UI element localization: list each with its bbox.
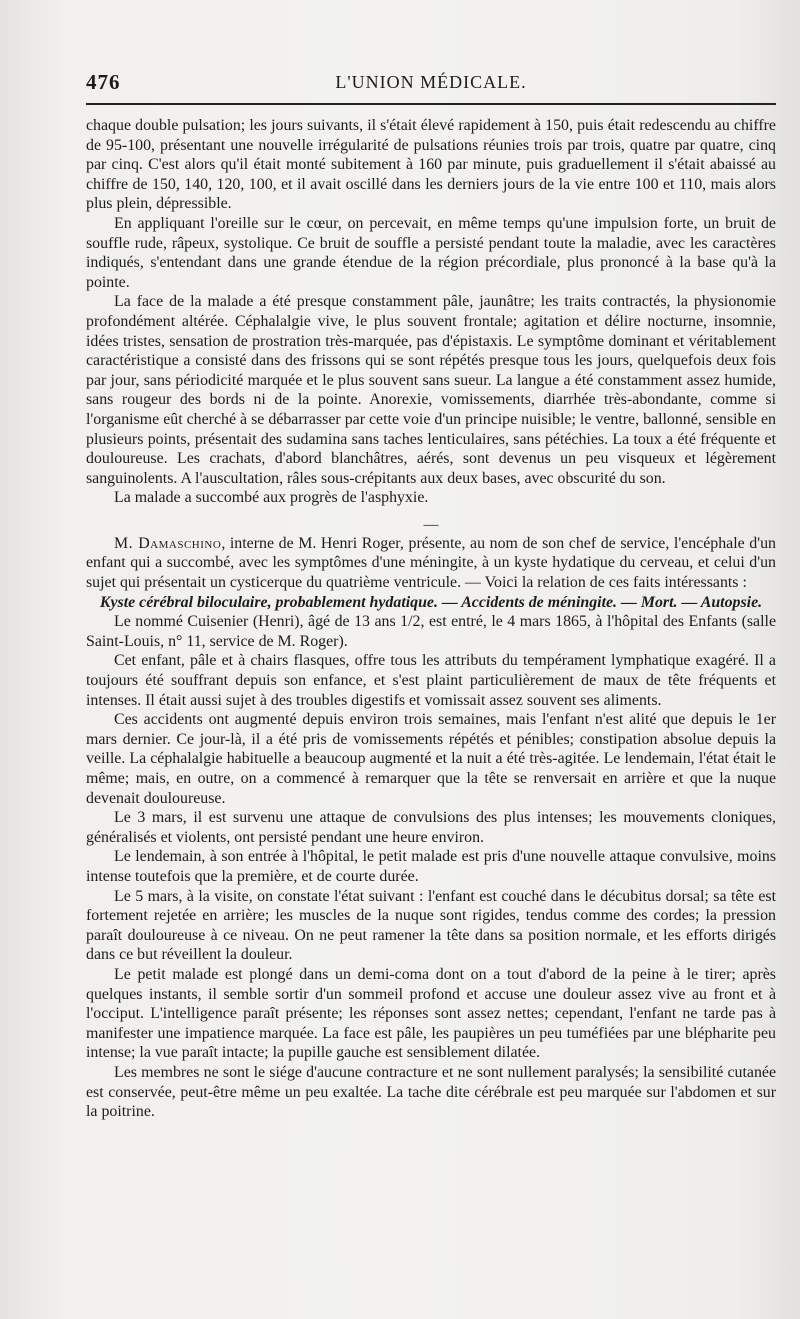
case-title: Kyste cérébral biloculaire, probablement hydatique. — Accidents de méningite. — Mort. — Autopsie. bbox=[99, 593, 763, 611]
presentation-text: , interne de M. Henri Roger, présente, au nom de son chef de service, l'encéphale d'un enfant qui a succombé, avec les symptômes d'une méningite, à un kyste hydatique du cerveau, et celui d'un sujet qui présentait un cysticerque du quatrième ventricule. — Voici la relation de ces faits intéressants : bbox=[86, 534, 777, 592]
paragraph: Ces accidents ont augmenté depuis environ trois semaines, mais l'enfant n'est alité que depuis le 1er mars dernier. Ce jour-là, il a été pris de vomissements répétés et pénibles; constipation absolue depuis la veille. La céphalalgie habituelle a beaucoup augmenté et la nuit a été très-agitée. Le lendemain, l'état était le même; mais, en outre, on a commencé à remarquer que la tête se renversait en arrière et que la nuque devenait douloureuse. bbox=[86, 711, 776, 807]
section-separator: — bbox=[423, 516, 439, 533]
paragraph: La face de la malade a été presque constamment pâle, jaunâtre; les traits contractés, la physionomie profondément altérée. Céphalalgie vive, le plus souvent frontale; agitation et délire nocturne, insomnie, idées tristes, sensation de prostration très-marquée, pas d'épistaxis. Le symptôme dominant et véritablement caractéristique a consisté dans des frissons qui se sont répétés presque tous les jours, quelquefois deux fois par jour, sans périodicité marquée et le plus souvent sans sueur. La langue a été constamment assez humide, sans rougeur des bords ni de la pointe. Anorexie, vomissements, diarrhée très-abondante, comme si l'organisme eût cherché à se débarrasser par cette voie d'un principe nuisible; le ventre, ballonné, sensible en plusieurs points, présentait des sudamina sans taches lenticulaires, sans pétéchies. La toux a été fréquente et douloureuse. Les crachats, d'abord blanchâtres, aérés, sont devenus un peu visqueux et légèrement sanguinolents. A l'auscultation, râles sous-crépitants aux deux bases, avec obscurité du son. bbox=[86, 293, 776, 487]
presenter-name: M. Damaschino bbox=[114, 534, 222, 552]
paragraph: Les membres ne sont le siége d'aucune contracture et ne sont nullement paralysés; la sensibilité cutanée est conservée, peut-être même un peu exaltée. La tache dite cérébrale est peu marquée sur l'abdomen et sur la poitrine. bbox=[86, 1063, 776, 1121]
page-header bbox=[86, 70, 776, 100]
running-title: L'UNION MÉDICALE. bbox=[335, 72, 527, 92]
paragraph: Le nommé Cuisenier (Henri), âgé de 13 ans 1/2, est entré, le 4 mars 1865, à l'hôpital des Enfants (salle Saint-Louis, n° 11, service de M. Roger). bbox=[86, 613, 776, 650]
page-number: 476 bbox=[86, 70, 121, 94]
paragraph: Le lendemain, à son entrée à l'hôpital, le petit malade est pris d'une nouvelle attaque convulsive, moins intense toutefois que la première, et de courte durée. bbox=[86, 848, 776, 885]
paragraph: chaque double pulsation; les jours suivants, il s'était élevé rapidement à 150, puis était redescendu au chiffre de 95-100, présentant une nouvelle irrégularité de pulsations réunies trois par trois, quatre par quatre, cinq par cinq. C'est alors qu'il était monté subitement à 160 par minute, puis graduellement il s'était abaissé au chiffre de 150, 140, 120, 100, et il avait oscillé dans les derniers jours de la vie entre 100 et 110, mais alors plus plein, dépressible. bbox=[86, 117, 776, 213]
article-body bbox=[86, 116, 776, 1122]
paragraph: Le 3 mars, il est survenu une attaque de convulsions des plus intenses; les mouvements cloniques, généralisés et violents, ont persisté pendant une heure environ. bbox=[86, 809, 776, 846]
paragraph: La malade a succombé aux progrès de l'asphyxie. bbox=[114, 489, 429, 507]
paragraph: En appliquant l'oreille sur le cœur, on percevait, en même temps qu'une impulsion forte, un bruit de souffle rude, râpeux, systolique. Ce bruit de souffle a persisté pendant toute la maladie, avec les caractères indiqués, s'entendant dans une grande étendue de la région précordiale, plus prononcé à la base qu'à la pointe. bbox=[86, 214, 776, 291]
paragraph: Cet enfant, pâle et à chairs flasques, offre tous les attributs du tempérament lymphatique exagéré. Il a toujours été souffrant depuis son enfance, et s'est plaint particulièrement de maux de tête fréquents et intenses. Il était aussi sujet à des troubles digestifs et vomissait assez souvent ses aliments. bbox=[86, 652, 776, 709]
paragraph: Le petit malade est plongé dans un demi-coma dont on a tout d'abord de la peine à le tirer; après quelques instants, il semble sortir d'un sommeil profond et accuse une douleur assez vive au front et à l'occiput. L'intelligence paraît présente; les réponses sont assez nettes; cependant, l'enfant ne tarde pas à manifester une impatience marquée. La face est pâle, les paupières un peu tuméfiées par une blépharite peu intense; la vue paraît intacte; la pupille gauche est sensiblement dilatée. bbox=[86, 965, 776, 1062]
paragraph: Le 5 mars, à la visite, on constate l'état suivant : l'enfant est couché dans le décubitus dorsal; sa tête est fortement rejetée en arrière; les muscles de la nuque sont rigides, tendus comme des cordes; la pression paraît douloureuse à ce niveau. On ne peut ramener la tête dans sa position normale, et les efforts dirigés dans ce but réveillent la douleur. bbox=[86, 887, 776, 964]
presentation-paragraph bbox=[86, 534, 776, 593]
header-rule bbox=[86, 103, 776, 105]
